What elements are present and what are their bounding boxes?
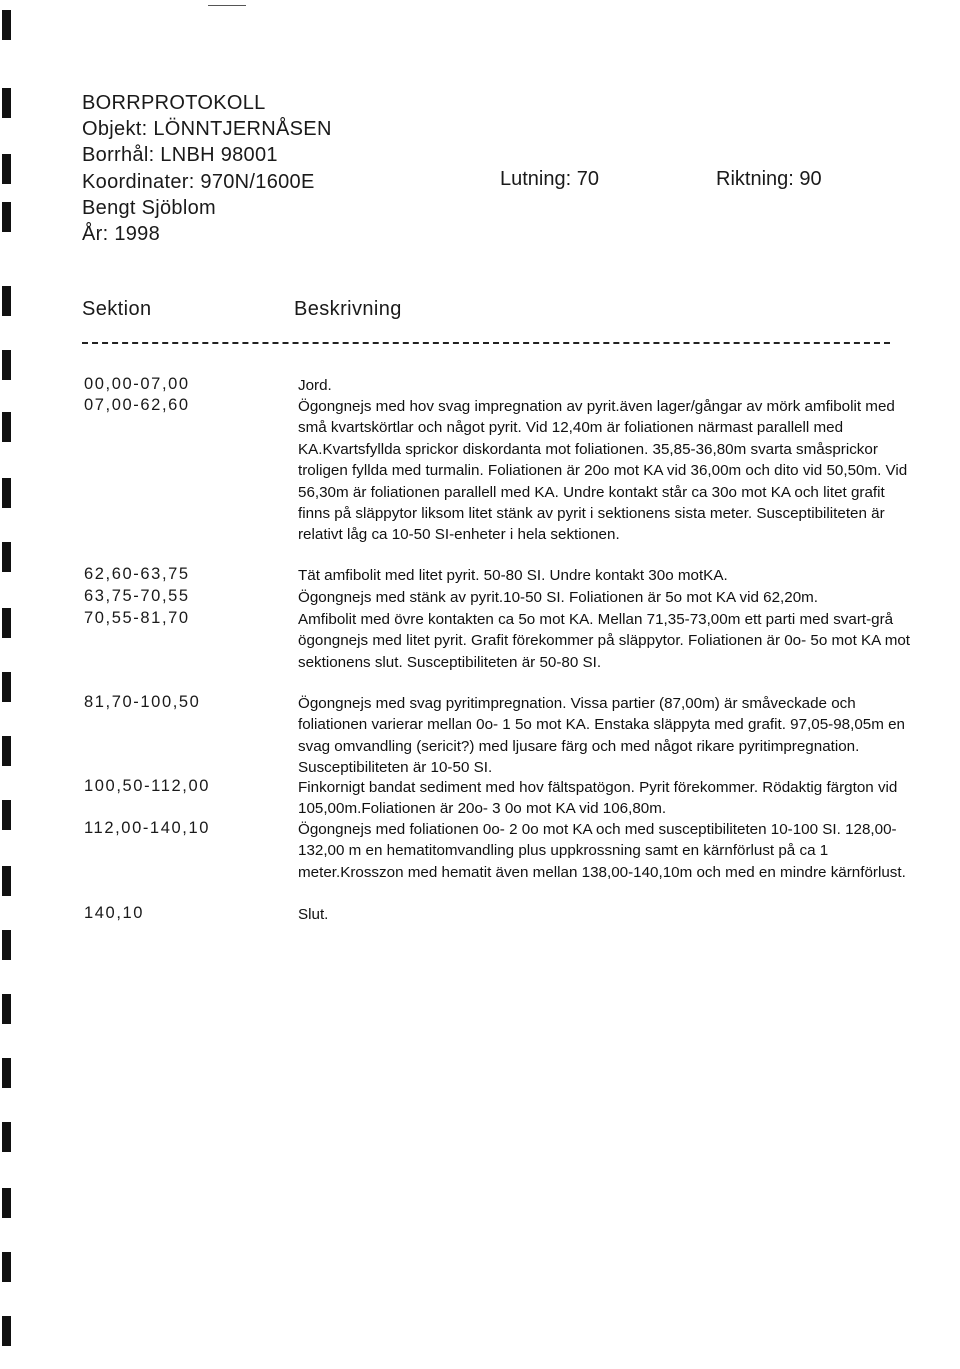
- section-interval: 70,55-81,70: [84, 609, 190, 627]
- binder-mark: [2, 286, 11, 316]
- section-description: Slut.: [298, 906, 329, 923]
- binder-mark: [2, 154, 11, 184]
- section-description: Ögongnejs med svag pyritimpregnation. Vissa partier (87,00m) är småveckade och foliationen varierar mellan 0o- 1 5o mot KA. Enstaka släppyta med grafit. 97,05-98,05m en svag omvandling (sericit?) med ljusare färg och med något rikare pyritimpregnation. Susceptibiliteten är 10-50 SI.: [298, 695, 905, 777]
- section-interval: 140,10: [84, 904, 145, 922]
- borrhal-line: Borrhål: LNBH 98001: [82, 144, 278, 167]
- koordinater-line: Koordinater: 970N/1600E: [82, 170, 315, 193]
- binder-mark: [2, 1252, 11, 1282]
- binder-mark: [2, 1058, 11, 1088]
- section-description: Ögongnejs med stänk av pyrit.10-50 SI. Foliationen är 5o mot KA vid 62,20m.: [298, 589, 819, 606]
- binder-mark: [2, 1122, 11, 1152]
- document-title: BORRPROTOKOLL: [82, 92, 266, 114]
- column-header-beskrivning: Beskrivning: [294, 298, 402, 320]
- section-description: Amfibolit med övre kontakten ca 5o mot KA. Mellan 71,35-73,00m ett parti med svart-grå ögongnejs med litet pyrit. Grafit förekommer på släppytor. Foliationen är 0o- 5o mot KA mot sektionens slut. Susceptibiliteten är 50-80 SI.: [298, 611, 911, 671]
- binder-mark: [2, 800, 11, 830]
- section-interval: 62,60-63,75: [84, 565, 190, 583]
- binder-mark: [2, 736, 11, 766]
- column-header-sektion: Sektion: [82, 298, 152, 320]
- section-description: Ögongnejs med hov svag impregnation av pyrit.även lager/gångar av mörk amfibolit med små kvartskörtlar och något pyrit. Vid 12,40m är foliationen närmast parallell med KA.Kvartsfyllda sprickor diskordanta mot foliationen. 35,85-36,80m svarta småsprickor troligen fyllda med turmalin. Foliationen är 20o mot KA vid 36,00m och dito vid 50,50m. Vid 56,30m är foliationen parallell med KA. Undre kontakt står ca 30o mot KA och litet grafit finns på släppytor liksom litet stänk av pyrit i sektionens sista meter. Susceptibiliteten är relativt låg ca 10-50 SI-enheter i hela sektionen.: [298, 398, 908, 544]
- binder-mark: [2, 202, 11, 232]
- author-line: Bengt Sjöblom: [82, 196, 216, 219]
- binder-mark: [2, 866, 11, 896]
- binder-mark: [2, 608, 11, 638]
- riktning-value: Riktning: 90: [716, 168, 822, 190]
- binder-mark: [2, 1188, 11, 1218]
- binder-mark: [2, 478, 11, 508]
- section-interval: 63,75-70,55: [84, 587, 190, 605]
- objekt-line: Objekt: LÖNNTJERNÅSEN: [82, 118, 332, 141]
- section-interval: 112,00-140,10: [84, 819, 211, 837]
- binder-mark: [2, 1316, 11, 1346]
- section-description: Tät amfibolit med litet pyrit. 50-80 SI. Undre kontakt 30o motKA.: [298, 567, 728, 584]
- binder-mark: [2, 930, 11, 960]
- section-interval: 00,00-07,00: [84, 375, 190, 393]
- section-interval: 07,00-62,60: [84, 396, 190, 414]
- binder-mark: [2, 412, 11, 442]
- dashed-divider: [82, 342, 890, 344]
- binder-mark: [2, 994, 11, 1024]
- binder-mark: [2, 672, 11, 702]
- section-description: Finkornigt bandat sediment med hov fältspatögon. Pyrit förekommer. Rödaktig färgton vid 105,00m.Foliationen är 20o- 3 0o mot KA vid 106,80m.: [298, 779, 898, 818]
- section-interval: 81,70-100,50: [84, 693, 201, 711]
- section-interval: 100,50-112,00: [84, 777, 211, 795]
- section-description: Jord.: [298, 377, 332, 394]
- section-description: Ögongnejs med foliationen 0o- 2 0o mot KA och med susceptibiliteten 10-100 SI. 128,00-132,00 m en hematitomvandling plus uppkrossning samt en kärnförlust på ca 1 meter.Krosszon med hematit även mellan 138,00-140,10m och med en mindre kärnförlust.: [298, 821, 906, 881]
- binder-mark: [2, 542, 11, 572]
- binder-mark: [2, 88, 11, 118]
- binder-mark: [2, 10, 11, 40]
- year-line: År: 1998: [82, 223, 161, 246]
- binder-mark: [2, 350, 11, 380]
- lutning-value: Lutning: 70: [500, 168, 599, 190]
- binder-marks: [0, 0, 14, 1369]
- top-rule: [208, 5, 246, 6]
- document-header: [82, 90, 332, 247]
